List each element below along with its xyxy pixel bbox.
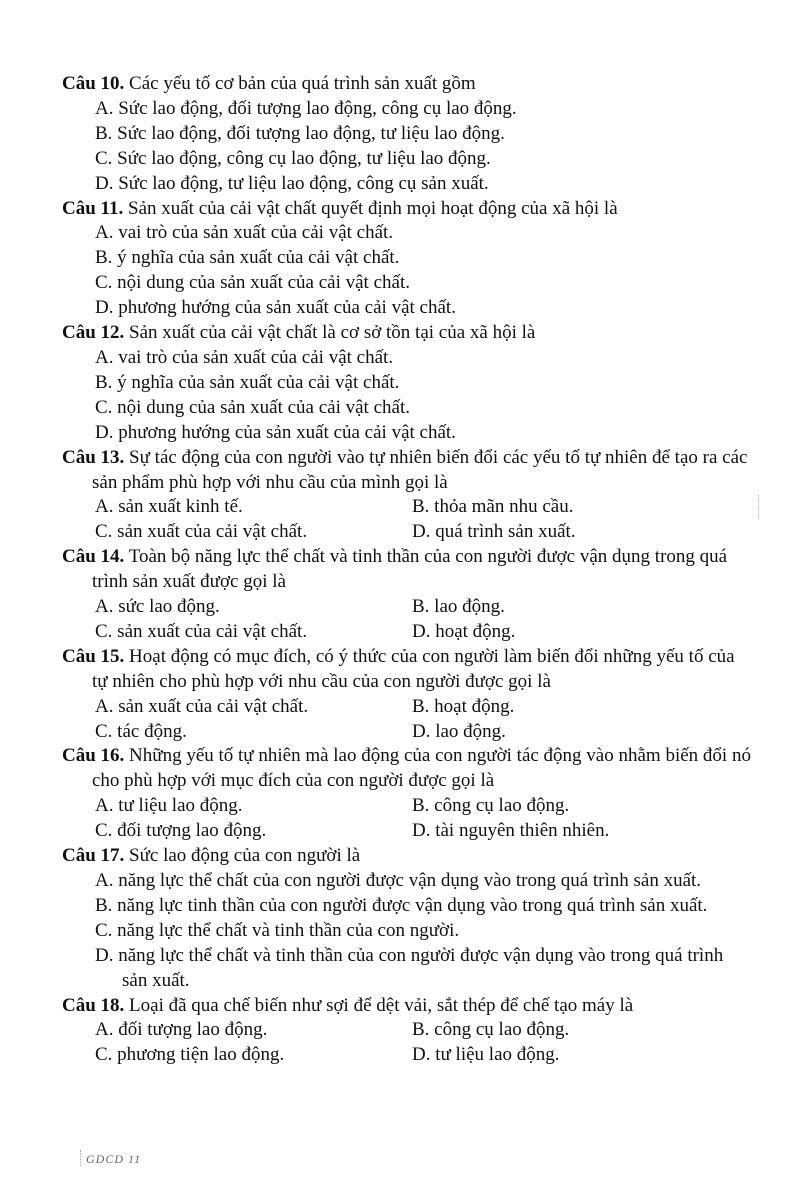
question-15: [62, 645, 752, 745]
question-stem: [62, 744, 752, 794]
question-text: Toàn bộ năng lực thể chất và tinh thần của con người được vận dụng trong quá trình sản xuất được gọi là: [92, 546, 728, 593]
option-c: C. nội dung của sản xuất của cải vật chất.: [95, 396, 410, 418]
option-c: C. sản xuất của cải vật chất.: [95, 521, 308, 543]
question-text: Hoạt động có mục đích, có ý thức của con người làm biến đổi những yếu tố của tự nhiên cho phù hợp với nhu cầu của con người được gọi là: [92, 645, 735, 692]
option-row: [62, 720, 752, 745]
option-b: B. công cụ lao động.: [412, 795, 570, 817]
question-stem: [62, 72, 752, 97]
option-b: B. công cụ lao động.: [412, 1019, 570, 1041]
question-stem: [62, 446, 752, 496]
option-c: C. tác động.: [95, 720, 187, 742]
question-number: Câu 16.: [62, 745, 125, 767]
option-row: [62, 620, 752, 645]
option-c: C. nội dung của sản xuất của cải vật chất.: [95, 272, 410, 294]
question-17: [62, 844, 752, 993]
question-number: Câu 11.: [62, 197, 124, 219]
option-d: D. lao động.: [412, 720, 506, 742]
question-stem: [62, 545, 752, 595]
question-14: [62, 545, 752, 645]
option-b: B. thỏa mãn nhu cầu.: [412, 496, 574, 518]
question-text: Sự tác động của con người vào tự nhiên biến đổi các yếu tố tự nhiên để tạo ra các sản phẩm phù hợp với nhu cầu của mình gọi là: [92, 446, 748, 493]
question-number: Câu 17.: [62, 845, 125, 867]
option-row: [62, 520, 752, 545]
option-c: C. sản xuất của cải vật chất.: [95, 620, 308, 642]
option-row: [62, 595, 752, 620]
question-12: [62, 321, 752, 446]
option-a: A. sức lao động.: [95, 596, 220, 618]
question-stem: [62, 994, 752, 1019]
question-text: Các yếu tố cơ bản của quá trình sản xuất gồm: [124, 73, 476, 94]
option-b: B. ý nghĩa của sản xuất của cải vật chất.: [95, 371, 400, 393]
option-a: A. vai trò của sản xuất của cải vật chất.: [95, 222, 394, 244]
question-text: Sản xuất của cải vật chất quyết định mọi hoạt động của xã hội là: [123, 197, 618, 219]
question-stem: [62, 321, 752, 346]
option-c: C. năng lực thể chất và tinh thần của con người.: [95, 919, 460, 941]
question-text: Loại đã qua chế biến như sợi để dệt vải, sắt thép để chế tạo máy là: [124, 994, 634, 1016]
question-text: Những yếu tố tự nhiên mà lao động của con người tác động vào nhằm biến đổi nó cho phù hợp với mục đích của con người được gọi là: [92, 745, 751, 792]
option-d: D. phương hướng của sản xuất của cải vật chất.: [95, 421, 456, 443]
question-text: Sản xuất của cải vật chất là cơ sở tồn tại của xã hội là: [124, 322, 536, 344]
option-a: A. đối tượng lao động.: [95, 1019, 268, 1041]
question-11: [62, 197, 752, 322]
option-row: [62, 794, 752, 819]
option-a: A. sản xuất kinh tế.: [95, 496, 243, 518]
question-16: [62, 744, 752, 844]
option-row: [62, 1043, 752, 1068]
footer-divider: [80, 1150, 83, 1166]
question-number: Câu 12.: [62, 322, 125, 344]
option-c: C. phương tiện lao động.: [95, 1044, 285, 1066]
option-d: D. quá trình sản xuất.: [412, 521, 576, 543]
question-number: Câu 10.: [62, 73, 125, 94]
option-a: A. tư liệu lao động.: [95, 795, 243, 817]
option-a: A. sản xuất của cải vật chất.: [95, 695, 309, 717]
option-row: [62, 695, 752, 720]
option-a: A. vai trò của sản xuất của cải vật chất.: [95, 346, 394, 368]
option-b: B. ý nghĩa của sản xuất của cải vật chất.: [95, 247, 400, 269]
option-c: C. đối tượng lao động.: [95, 820, 267, 842]
option-c: C. Sức lao động, công cụ lao động, tư liệu lao động.: [95, 147, 491, 169]
option-row: [62, 495, 752, 520]
option-b: B. hoạt động.: [412, 695, 515, 717]
question-13: [62, 446, 752, 546]
question-stem: [62, 197, 752, 222]
question-text: Sức lao động của con người là: [124, 845, 361, 867]
option-d: D. hoạt động.: [412, 620, 516, 642]
question-18: [62, 994, 752, 1069]
option-b: B. năng lực tinh thần của con người được vận dụng vào trong quá trình sản xuất.: [95, 894, 708, 916]
question-number: Câu 14.: [62, 546, 125, 568]
option-a: A. năng lực thể chất của con người được vận dụng vào trong quá trình sản xuất.: [95, 870, 702, 891]
option-row: [62, 1018, 752, 1043]
option-d: D. tài nguyên thiên nhiên.: [412, 820, 610, 842]
option-a: A. Sức lao động, đối tượng lao động, công cụ lao động.: [95, 97, 517, 119]
option-d: D. Sức lao động, tư liệu lao động, công cụ sản xuất.: [95, 172, 489, 194]
question-number: Câu 13.: [62, 446, 125, 468]
question-10: [62, 72, 752, 197]
option-b: B. lao động.: [412, 596, 505, 618]
question-number: Câu 18.: [62, 994, 125, 1016]
question-number: Câu 15.: [62, 645, 125, 667]
question-list: [62, 72, 752, 1068]
page-footer: GDCD 11: [86, 1152, 142, 1166]
option-d: D. phương hướng của sản xuất của cải vật chất.: [95, 297, 456, 319]
question-stem: [62, 844, 752, 869]
option-d: D. tư liệu lao động.: [412, 1044, 560, 1066]
question-stem: [62, 645, 752, 695]
option-row: [62, 819, 752, 844]
option-b: B. Sức lao động, đối tượng lao động, tư liệu lao động.: [95, 122, 505, 144]
scan-margin-mark: [758, 495, 760, 519]
option-d: D. năng lực thể chất và tinh thần của con người được vận dụng vào trong quá trình sản xuất.: [95, 944, 724, 991]
